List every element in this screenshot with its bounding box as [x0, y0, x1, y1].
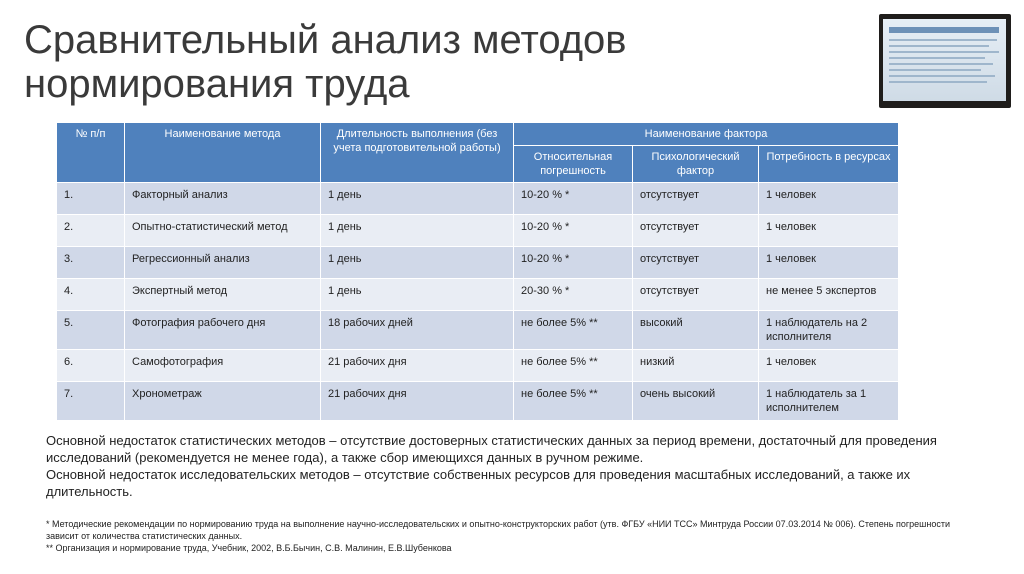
cell-method: Регрессионный анализ — [125, 247, 321, 279]
cell-error: не более 5% ** — [514, 311, 633, 350]
footnotes-block — [46, 518, 976, 554]
cell-duration: 1 день — [321, 247, 514, 279]
cell-method: Фотография рабочего дня — [125, 311, 321, 350]
page-title: Сравнительный анализ методов нормирования труда — [24, 18, 627, 106]
cell-duration: 18 рабочих дней — [321, 311, 514, 350]
cell-resources: 1 человек — [759, 350, 899, 382]
cell-resources: 1 наблюдатель за 1 исполнителем — [759, 382, 899, 421]
cell-method: Экспертный метод — [125, 279, 321, 311]
cell-resources: 1 человек — [759, 183, 899, 215]
cell-num: 5. — [57, 311, 125, 350]
cell-error: 10-20 % * — [514, 183, 633, 215]
note-research: Основной недостаток исследовательских методов – отсутствие собственных ресурсов для проведения масштабных исследований, а также их длительность. — [46, 467, 911, 499]
cell-resources: не менее 5 экспертов — [759, 279, 899, 311]
table-row — [57, 350, 899, 382]
header-factor: Наименование фактора — [514, 123, 899, 146]
cell-psych: отсутствует — [633, 183, 759, 215]
table-row — [57, 382, 899, 421]
cell-method: Факторный анализ — [125, 183, 321, 215]
table-row — [57, 279, 899, 311]
cell-duration: 1 день — [321, 183, 514, 215]
cell-num: 7. — [57, 382, 125, 421]
cell-psych: отсутствует — [633, 215, 759, 247]
cell-psych: отсутствует — [633, 279, 759, 311]
note-statistical: Основной недостаток статистических методов – отсутствие достоверных статистических данных за период времени, достаточный для проведения исследований (рекомендуется не менее года), а также сбор имеющихся данных в ручном режиме. — [46, 433, 937, 465]
cell-method: Опытно-статистический метод — [125, 215, 321, 247]
cell-duration: 21 рабочих дня — [321, 350, 514, 382]
header-psych: Психологический фактор — [633, 146, 759, 183]
table-row — [57, 183, 899, 215]
photo-screen — [883, 19, 1006, 101]
table-photo-thumbnail — [879, 14, 1011, 108]
cell-duration: 1 день — [321, 215, 514, 247]
notes-block — [46, 432, 946, 500]
cell-error: 10-20 % * — [514, 247, 633, 279]
footnote-2: ** Организация и нормирование труда, Учебник, 2002, В.Б.Бычин, С.В. Малинин, Е.В.Шубенкова — [46, 543, 452, 553]
cell-num: 4. — [57, 279, 125, 311]
cell-psych: отсутствует — [633, 247, 759, 279]
cell-num: 2. — [57, 215, 125, 247]
cell-method: Самофотография — [125, 350, 321, 382]
header-num: № п/п — [57, 123, 125, 183]
cell-error: не более 5% ** — [514, 350, 633, 382]
cell-num: 3. — [57, 247, 125, 279]
cell-error: не более 5% ** — [514, 382, 633, 421]
cell-duration: 1 день — [321, 279, 514, 311]
cell-resources: 1 наблюдатель на 2 исполнителя — [759, 311, 899, 350]
cell-resources: 1 человек — [759, 247, 899, 279]
cell-method: Хронометраж — [125, 382, 321, 421]
table-row — [57, 215, 899, 247]
header-resources: Потребность в ресурсах — [759, 146, 899, 183]
footnote-1: * Методические рекомендации по нормированию труда на выполнение научно-исследовательских и опытно-конструкторских работ (утв. ФГБУ «НИИ ТСС» Минтруда России 07.03.2014 № 006). Степень погрешности зависит от количества статистических данных. — [46, 519, 950, 541]
table-row — [57, 311, 899, 350]
cell-psych: очень высокий — [633, 382, 759, 421]
table-row — [57, 247, 899, 279]
header-row — [57, 123, 899, 146]
header-method: Наименование метода — [125, 123, 321, 183]
cell-num: 1. — [57, 183, 125, 215]
cell-psych: высокий — [633, 311, 759, 350]
header-duration: Длительность выполнения (без учета подготовительной работы) — [321, 123, 514, 183]
header-error: Относительная погрешность — [514, 146, 633, 183]
cell-duration: 21 рабочих дня — [321, 382, 514, 421]
cell-error: 10-20 % * — [514, 215, 633, 247]
methods-comparison-table — [56, 122, 899, 421]
cell-error: 20-30 % * — [514, 279, 633, 311]
cell-num: 6. — [57, 350, 125, 382]
cell-resources: 1 человек — [759, 215, 899, 247]
cell-psych: низкий — [633, 350, 759, 382]
